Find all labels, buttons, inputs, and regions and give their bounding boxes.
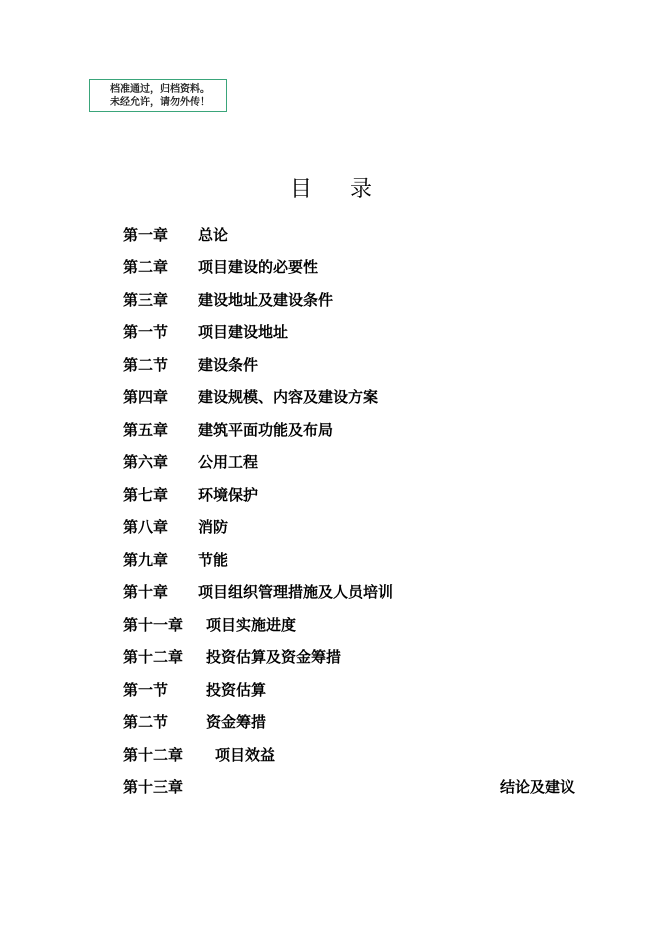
toc-entry — [123, 738, 575, 771]
toc-chapter: 第十章 — [123, 583, 169, 602]
toc-title: 结论及建议 — [499, 778, 575, 797]
toc-title: 建筑平面功能及布局 — [198, 420, 334, 439]
stamp-line-1: 档准通过，归档资料。 — [110, 83, 210, 95]
toc-chapter: 第十二章 — [123, 648, 184, 667]
toc-entry — [123, 413, 575, 446]
toc-title: 项目效益 — [215, 745, 276, 764]
toc-chapter: 第九章 — [123, 550, 169, 569]
toc-chapter: 第一节 — [123, 680, 169, 699]
stamp-line-2: 未经允许，请勿外传！ — [110, 96, 210, 108]
toc-chapter: 第二章 — [123, 258, 169, 277]
toc-title: 投资估算及资金筹措 — [206, 648, 342, 667]
toc-entry — [123, 218, 575, 251]
toc-title: 环境保护 — [198, 485, 259, 504]
page-title — [0, 172, 662, 203]
toc-chapter: 第八章 — [123, 518, 169, 537]
toc-chapter: 第六章 — [123, 453, 169, 472]
toc-title: 总论 — [198, 225, 229, 244]
toc-title: 节能 — [198, 550, 229, 569]
toc-entry — [123, 381, 575, 414]
toc-entry — [123, 478, 575, 511]
toc-chapter: 第一节 — [123, 323, 169, 342]
toc-title: 公用工程 — [198, 453, 259, 472]
toc-chapter: 第二节 — [123, 355, 169, 374]
toc-entry — [123, 608, 575, 641]
toc-chapter: 第十二章 — [123, 745, 184, 764]
toc-title: 项目实施进度 — [206, 615, 297, 634]
toc-chapter: 第十三章 — [123, 778, 184, 797]
toc-title: 项目建设的必要性 — [198, 258, 319, 277]
toc-chapter: 第一章 — [123, 225, 169, 244]
toc-entry — [123, 673, 575, 706]
toc-title: 建设规模、内容及建设方案 — [198, 388, 379, 407]
toc-chapter: 第二节 — [123, 713, 169, 732]
table-of-contents — [123, 218, 575, 803]
toc-entry — [123, 316, 575, 349]
toc-title: 项目组织管理措施及人员培训 — [198, 583, 394, 602]
toc-title: 消防 — [198, 518, 229, 537]
toc-chapter: 第四章 — [123, 388, 169, 407]
archive-stamp — [89, 79, 227, 112]
toc-title: 建设地址及建设条件 — [198, 290, 334, 309]
page-title-part-1: 目 — [289, 177, 312, 202]
toc-chapter: 第三章 — [123, 290, 169, 309]
toc-title: 项目建设地址 — [198, 323, 289, 342]
toc-entry — [123, 706, 575, 739]
toc-entry — [123, 348, 575, 381]
toc-chapter: 第十一章 — [123, 615, 184, 634]
toc-chapter: 第五章 — [123, 420, 169, 439]
toc-title: 建设条件 — [198, 355, 259, 374]
toc-chapter: 第七章 — [123, 485, 169, 504]
toc-entry — [123, 446, 575, 479]
toc-entry — [123, 641, 575, 674]
toc-entry — [123, 576, 575, 609]
toc-entry — [123, 251, 575, 284]
toc-title: 投资估算 — [206, 680, 267, 699]
toc-entry — [123, 543, 575, 576]
toc-entry — [123, 511, 575, 544]
toc-entry — [123, 283, 575, 316]
toc-entry — [123, 771, 575, 804]
page-title-part-2: 录 — [350, 177, 373, 202]
toc-title: 资金筹措 — [206, 713, 267, 732]
